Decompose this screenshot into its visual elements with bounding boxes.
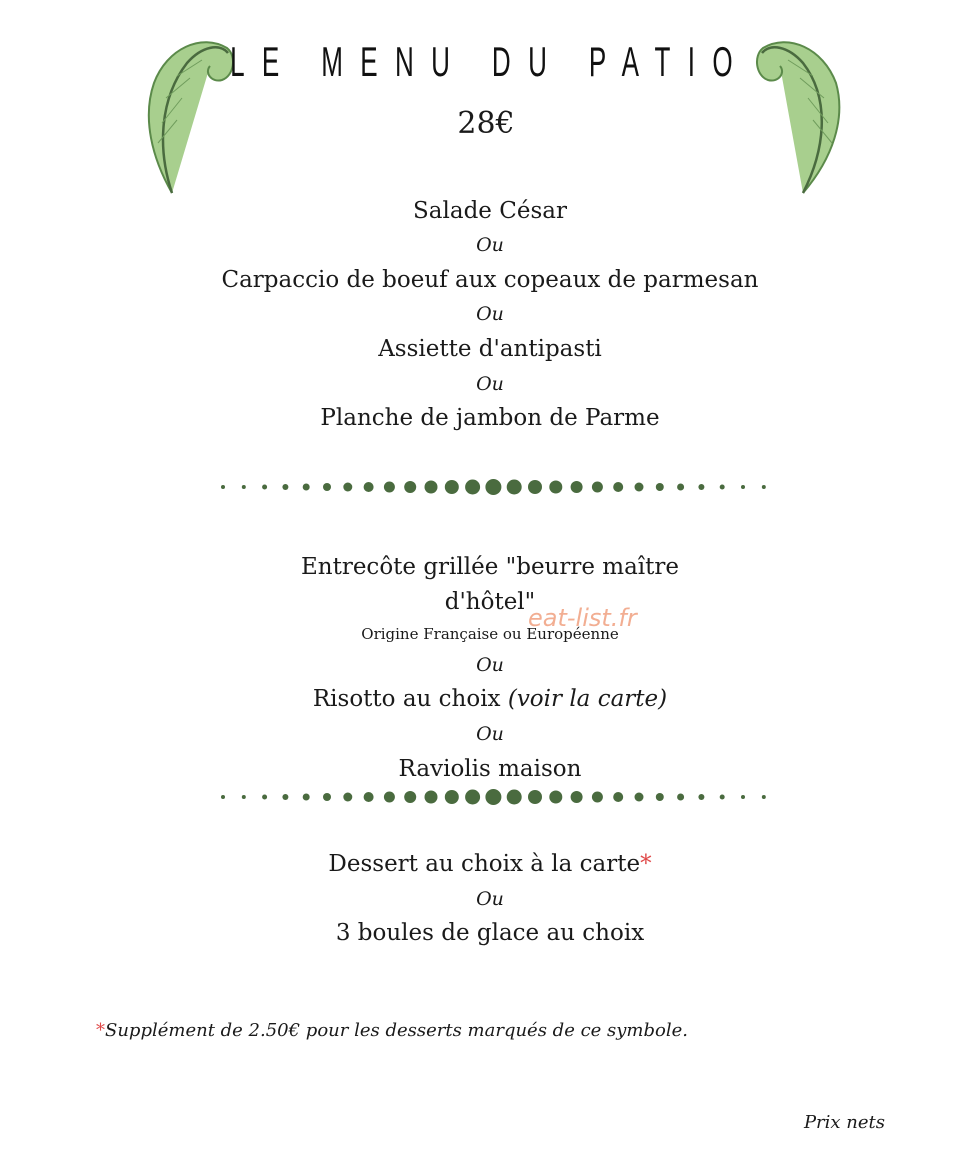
origin-note: Origine Française ou Européenne (361, 625, 619, 643)
divider-dot (425, 791, 438, 804)
asterisk-mark: * (640, 851, 652, 877)
main-item-text: Risotto au choix (312, 686, 508, 712)
divider-dot (303, 484, 310, 491)
divider-dot (242, 485, 246, 489)
supplement-note (96, 1020, 688, 1041)
divider-dot (656, 793, 664, 801)
divider-dot (571, 791, 583, 803)
supplement-text: Supplément de 2.50€ pour les desserts marqués de ce symbole. (105, 1020, 688, 1041)
divider-dot (677, 484, 684, 491)
divider-dot (549, 481, 562, 494)
divider-dot (592, 482, 603, 493)
divider-dot (698, 484, 704, 490)
divider-dot (445, 480, 459, 494)
divider-dot (720, 795, 725, 800)
divider-dot (221, 795, 225, 799)
divider-dot (303, 794, 310, 801)
dessert-item: 3 boules de glace au choix (335, 920, 645, 946)
starter-item: Salade César (413, 198, 567, 224)
or-separator: Ou (476, 723, 504, 745)
dotted-divider (210, 787, 780, 807)
starter-item: Planche de jambon de Parme (320, 405, 660, 431)
divider-dot (343, 483, 352, 492)
divider-dot (323, 483, 331, 491)
divider-dot (404, 791, 416, 803)
divider-dot (485, 789, 501, 805)
main-item-line2: d'hôtel" (444, 589, 536, 615)
divider-dot (485, 479, 501, 495)
divider-dot (613, 482, 623, 492)
divider-dot (262, 485, 267, 490)
divider-dot (528, 480, 542, 494)
divider-dot (762, 795, 766, 799)
or-separator: Ou (476, 373, 504, 395)
divider-dot (242, 795, 246, 799)
divider-dot (384, 792, 395, 803)
divider-dot (656, 483, 664, 491)
divider-dot (282, 484, 288, 490)
menu-price: 28€ (457, 106, 515, 141)
watermark: eat-list.fr (528, 604, 637, 632)
divider-dot (592, 792, 603, 803)
divider-dot (762, 485, 766, 489)
dessert-item (0, 853, 980, 876)
divider-dot (741, 485, 745, 489)
divider-dot (282, 794, 288, 800)
main-item-line1: Entrecôte grillée "beurre maître (300, 554, 680, 580)
dessert-item-text: Dessert au choix à la carte (328, 851, 641, 877)
main-item: Raviolis maison (398, 756, 582, 782)
or-separator: Ou (476, 654, 504, 676)
divider-dot (720, 485, 725, 490)
divider-dot (677, 794, 684, 801)
divider-dot (635, 793, 644, 802)
divider-dot (528, 790, 542, 804)
menu-title: LE MENU DU PATIO (230, 38, 750, 85)
divider-dot (549, 791, 562, 804)
divider-dot (445, 790, 459, 804)
divider-dot (465, 790, 480, 805)
main-item-note: (voir la carte) (507, 686, 668, 712)
divider-dot (465, 480, 480, 495)
divider-dot (425, 481, 438, 494)
divider-dot (343, 793, 352, 802)
divider-dot (635, 483, 644, 492)
divider-dot (323, 793, 331, 801)
divider-dot (384, 482, 395, 493)
divider-dot (571, 481, 583, 493)
asterisk-mark: * (96, 1020, 105, 1041)
divider-dot (741, 795, 745, 799)
starter-item: Carpaccio de boeuf aux copeaux de parmesan (221, 267, 759, 293)
divider-dot (262, 795, 267, 800)
divider-dot (507, 790, 522, 805)
divider-dot (221, 485, 225, 489)
main-item (0, 688, 980, 711)
divider-dot (404, 481, 416, 493)
or-separator: Ou (476, 303, 504, 325)
divider-dot (507, 480, 522, 495)
divider-dot (364, 482, 374, 492)
divider-dot (364, 792, 374, 802)
prices-net-note: Prix nets (803, 1112, 885, 1133)
or-separator: Ou (476, 234, 504, 256)
starter-item: Assiette d'antipasti (378, 336, 602, 362)
dotted-divider (210, 477, 780, 497)
divider-dot (698, 794, 704, 800)
divider-dot (613, 792, 623, 802)
or-separator: Ou (476, 888, 504, 910)
